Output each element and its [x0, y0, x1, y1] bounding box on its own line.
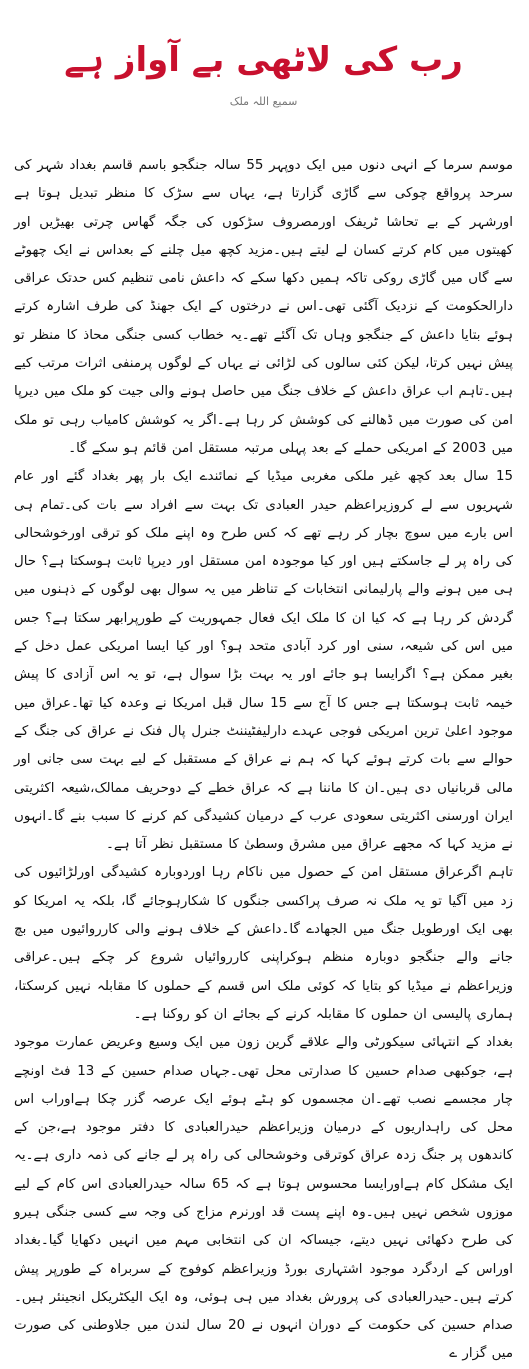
article-paragraph: تاہم اگرعراق مستقل امن کے حصول میں ناکام رہا اوردوبارہ کشیدگی اورلڑائیوں کی زد میں آگیا تو یہ ملک نہ صرف پراکسی جنگوں کا شکارہوجائے گا، بلکہ یہ امریکا کو بھی ایک اورطویل جنگ میں الجھادے گا۔داعش کے خلاف ہونے والی کارروائیوں میں بچ جانے والے جنگجو دوبارہ منظم ہوکراپنی کارروائیاں شروع کر چکے ہیں۔عراقی وزیراعظم نے میڈیا کو بتایا کہ کوئی ملک اس قسم کے حملوں کا مقابلہ نہیں کرسکتا، ہماری پالیسی ان حملوں کا مقابلہ کرنے کے بجائے ان کو روکنا ہے۔ [14, 865, 513, 1022]
article-paragraph: موسم سرما کے انہی دنوں میں ایک دوپہر 55 سالہ جنگجو باسم قاسم بغداد شہر کی سرحد پرواقع چوکی سے گاڑی گزارتا ہے، یہاں سے سڑک کا منظر تبدیل ہوتا ہے اورشہر کے بے تحاشا ٹریفک اورمصروف سڑکوں کی جگہ گھاس چرتی بھیڑیں اور کھیتوں میں کام کرتے کسان لے لیتے ہیں۔مزید کچھ میل چلنے کے بعداس نے ایک چھوٹے سے گاں میں گاڑی روکی تاکہ ہمیں دکھا سکے کہ داعش نامی تنظیم کس حدتک عراقی دارالحکومت کے نزدیک آگئی تھی۔اس نے درختوں کے ایک جھنڈ کی طرف اشارہ کرتے ہوئے بتایا داعش کے جنگجو وہاں تک آگئے تھے۔یہ خطاب کسی جنگی محاذ کا منظر تو پیش نہیں کرتا، لیکن کئی سالوں کی لڑائی نے یہاں کے لوگوں پرمنفی اثرات مرتب کیے ہیں۔تاہم اب عراق داعش کے خلاف جنگ میں حاصل ہونے والی جیت کو ملک میں دیرپا امن کی صورت میں ڈھالنے کی کوشش کر رہا ہے۔اگر یہ کوشش کامیاب رہی تو ملک میں 2003 کے امریکی حملے کے بعد پہلی مرتبہ مستقل امن قائم ہو سکے گا۔ [14, 158, 513, 456]
article-paragraph: بغداد کے انتہائی سیکورٹی والے علاقے گرین زون میں ایک وسیع وعریض عمارت موجود ہے، جوکبھی صدام حسین کا صدارتی محل تھی۔جہاں صدام حسین کے 13 فٹ اونچے چار مجسمے نصب تھے۔ان مجسموں کو ہٹے ہوئے ایک عرصہ گزر چکا ہےاوراب اس محل کی راہداریوں کے درمیان وزیراعظم حیدرالعبادی کا دفتر موجود ہے،جن کے کاندھوں پر جنگ زدہ عراق کوترقی وخوشحالی کی راہ پر لے جانے کی ذمہ داری ہے۔یہ ایک مشکل کام ہےاورایسا محسوس ہوتا ہے کہ 65 سالہ حیدرالعبادی اس کام کے لیے موزوں شخص نہیں ہیں۔وہ اپنے پست قد اورنرم مزاج کی وجہ سے کسی جنگی ہیرو کی طرح دکھائی نہیں دیتے، جیساکہ ان کی انتخابی مہم میں انہیں دکھایا گیا۔بغداد اوراس کے اردگرد موجود اشتہاری بورڈ وزیراعظم کوفوج کے سربراہ کے طورپر پیش کرتے ہیں۔حیدرالعبادی کی پرورش بغداد میں ہی ہوئی، وہ ایک الیکٹریکل انجینئر ہیں۔صدام حسین کی حکومت کے دوران انہوں نے 20 سال لندن میں جلاوطنی کی صورت میں گزار ے [14, 1035, 514, 1362]
author-byline: سمیع اللہ ملک [229, 95, 298, 108]
article-title: رب کی لاٹھی بے آواز ہے [64, 40, 463, 80]
article-paragraph: 15 سال بعد کچھ غیر ملکی مغربی میڈیا کے نمائندے ایک بار پھر بغداد گئے اور عام شہریوں سے لے کروزیراعظم حیدر العبادی تک بہت سے افراد سے بات کی۔تمام ہی اس بارے میں سوچ بچار کر رہے تھے کہ کس طرح وہ اپنے ملک کو ترقی اورخوشحالی کی راہ پر لے جاسکتے ہیں اور کیا موجودہ امن مستقل اور دیرپا ثابت ہوسکتا ہے؟ حال ہی میں ہونے والے پارلیمانی انتخابات کے تناظر میں یہ سوال بھی لوگوں کے ذہنوں میں گردش کر رہا ہے کہ کیا ان کا ملک ایک فعال جمہوریت کے طورپرابھر سکتا ہے؟ جس میں اس کی شیعہ، سنی اور کرد آبادی متحد ہو؟ اور کیا ایسا امریکی عمل دخل کے بغیر ممکن ہے؟ اگرایسا ہو جائے اور یہ بہت بڑا سوال ہے، تو یہ اس آزادی کا پیش خیمہ ثابت ہوسکتا ہے جس کا آج سے 15 سال قبل امریکا نے وعدہ کیا تھا۔عراق میں موجود اعلیٰ ترین امریکی فوجی عہدے دارلیفٹیننٹ جنرل پال فنک نے عراق کی جنگ کے حوالے سے بات کرتے ہوئے کہا کہ ہم نے عراق کے مستقبل کے لیے بہت سی جانی اور مالی قربانیاں دی ہیں۔ان کا ماننا ہے کہ عراق خطے کے دوحریف ممالک،شیعہ اکثریتی ایران اورسنی اکثریتی سعودی عرب کے درمیان کشیدگی کم کرنے کا سبب بنے گا۔انہوں نے مزید کہا کہ مجھے عراق میں مشرق وسطیٰ کا مستقبل نظر آتا ہے۔ [14, 469, 513, 853]
article-body [14, 152, 513, 1369]
